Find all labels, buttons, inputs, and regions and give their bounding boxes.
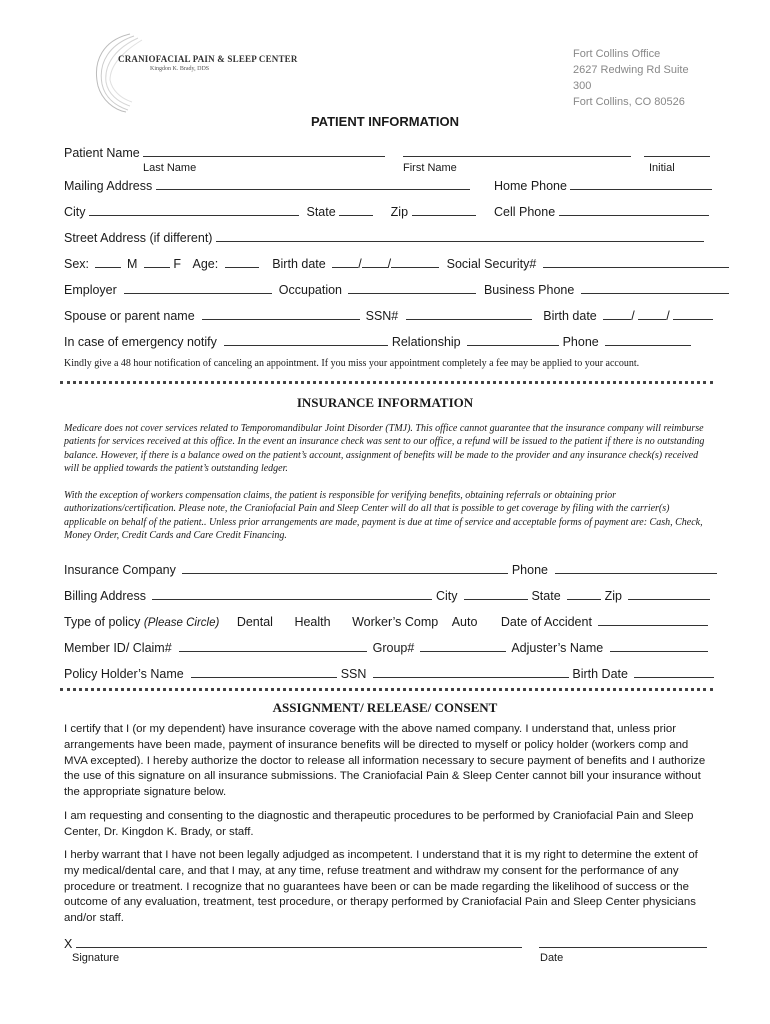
first-name-caption: First Name [403, 162, 457, 174]
emergency-row [64, 334, 691, 349]
home-phone-field[interactable] [570, 178, 712, 190]
emergency-field[interactable] [224, 334, 388, 346]
initial-field[interactable] [644, 145, 710, 157]
last-name-caption: Last Name [143, 162, 197, 174]
cell-phone-field[interactable] [559, 204, 709, 216]
city-field[interactable] [89, 204, 299, 216]
office-line: 2627 Redwing Rd Suite [573, 64, 689, 76]
patient-name-label: Patient Name [64, 146, 140, 160]
holder-ssn-field[interactable] [373, 666, 569, 678]
birth-day-field[interactable] [362, 256, 388, 268]
sex-m-field[interactable] [95, 256, 121, 268]
birth-year-field[interactable] [391, 256, 439, 268]
occupation-label: Occupation [278, 283, 342, 297]
cell-phone-label: Cell Phone [494, 205, 556, 219]
ins-company-label: Insurance Company [64, 563, 176, 577]
insurance-para-1: Medicare does not cover services related to Temporomandibular Joint Disorder (TMJ). This office cannot guarantee that the insurance company will reimburse patients for services received at this office. In the event an insurance check was sent to our office, a refund will be issued to the patient if there is no outstanding balance. However, if there is a balance owed on the patient’s account, assignment of benefits will be made to the provider and any insurance check(s) received will be applied towards the patient’s outstanding ledger. [64, 423, 705, 475]
spouse-birth-year-field[interactable] [673, 308, 713, 320]
ins-billing-label: Billing Address [64, 589, 146, 603]
last-name-field[interactable] [143, 145, 385, 157]
mailing-label: Mailing Address [64, 179, 153, 193]
office-line: 300 [573, 80, 592, 92]
logo-name: CRANIOFACIAL PAIN & SLEEP CENTER [118, 54, 298, 64]
consent-title: ASSIGNMENT/ RELEASE/ CONSENT [272, 700, 498, 715]
mailing-row [64, 178, 470, 193]
signature-row [64, 936, 522, 951]
ins-company-field[interactable] [182, 562, 508, 574]
adjuster-field[interactable] [610, 640, 708, 652]
business-phone-label: Business Phone [483, 283, 575, 297]
holder-row [64, 666, 714, 681]
ins-zip-field[interactable] [628, 588, 710, 600]
sex-f-label: F [173, 257, 182, 271]
signature-field[interactable] [76, 936, 522, 948]
cancel-notice: Kindly give a 48 hour notification of canceling an appointment. If you miss your appointment completely a fee may be applied to your account. [64, 358, 640, 369]
social-security-field[interactable] [543, 256, 729, 268]
insurance-info-title: INSURANCE INFORMATION [296, 395, 474, 410]
office-address [573, 46, 689, 110]
ins-state-label: State [531, 589, 561, 603]
signature-caption: Signature [72, 952, 120, 964]
first-name-field[interactable] [403, 145, 631, 157]
date-accident-field[interactable] [598, 614, 708, 626]
adjuster-label: Adjuster’s Name [511, 641, 604, 655]
emergency-phone-field[interactable] [605, 334, 691, 346]
spouse-ssn-label: SSN# [365, 309, 399, 323]
age-field[interactable] [225, 256, 259, 268]
mailing-field[interactable] [156, 178, 470, 190]
ins-company-row [64, 562, 717, 577]
sex-row: Sex: M F Age: Birth date / / Social Security# [64, 256, 729, 271]
logo [90, 30, 298, 114]
occupation-field[interactable] [348, 282, 476, 294]
relationship-label: Relationship [391, 335, 461, 349]
consent-para-1: I certify that I (or my dependent) have insurance coverage with the above named company. I understand that, unless prior arrangements have been made, payment of insurance benefits will be directed to myself or policy holder (workers comp and MVA excepted). I hereby authorize the doctor to release all information necessary to secure payment of benefits and I authorize the use of this signature on all insurance submissions. The Craniofacial Pain & Sleep Center cannot bill your insurance without the appropriate signature below. [64, 723, 706, 799]
member-row [64, 640, 708, 655]
ins-billing-row [64, 588, 710, 603]
spouse-birth-day-field[interactable] [638, 308, 666, 320]
spouse-field[interactable] [202, 308, 360, 320]
initial-caption: Initial [649, 162, 675, 174]
member-field[interactable] [179, 640, 367, 652]
insurance-para-2: With the exception of workers compensation claims, the patient is responsible for verifying benefits, obtaining referrals or obtaining prior authorizations/certification. Please note, the Craniofacial Pain and Sleep Center will do all that is possible to get coverage by filing with the carrier(s) applicable on behalf of the patient.. Unless prior arrangements are made, payment is due at time of service and acceptable forms of payment are: Cash, Check, Money Order, Credit Cards and Care Credit Financing. [64, 490, 703, 542]
zip-label: Zip [390, 205, 409, 219]
section-divider [60, 381, 713, 384]
sex-m-label: M [126, 257, 138, 271]
age-label: Age: [192, 257, 219, 271]
employer-row [64, 282, 729, 297]
patient-info-title: PATIENT INFORMATION [310, 114, 460, 129]
relationship-field[interactable] [467, 334, 559, 346]
logo-doctor: Kingdon K. Brady, DDS [150, 66, 210, 72]
group-field[interactable] [420, 640, 506, 652]
office-line: Fort Collins Office [573, 48, 661, 60]
spouse-label: Spouse or parent name [64, 309, 195, 323]
holder-birth-label: Birth Date [572, 667, 628, 681]
policy-health-option[interactable]: Health [294, 615, 331, 629]
employer-field[interactable] [124, 282, 272, 294]
holder-ssn-label: SSN [340, 667, 367, 681]
ins-phone-label: Phone [511, 563, 548, 577]
cell-phone-row [494, 204, 709, 219]
home-phone-label: Home Phone [494, 179, 567, 193]
holder-field[interactable] [191, 666, 337, 678]
ins-zip-label: Zip [604, 589, 622, 603]
holder-label: Policy Holder’s Name [64, 667, 184, 681]
street-field[interactable] [216, 230, 704, 242]
please-circle-note: (Please Circle) [143, 617, 220, 629]
state-field[interactable] [339, 204, 373, 216]
ins-state-field[interactable] [567, 588, 601, 600]
birth-month-field[interactable] [332, 256, 358, 268]
street-label: Street Address (if different) [64, 231, 213, 245]
office-line: Fort Collins, CO 80526 [573, 96, 685, 108]
date-field[interactable] [539, 936, 707, 948]
street-row [64, 230, 704, 245]
spouse-birth-month-field[interactable] [603, 308, 631, 320]
spouse-birth-label: Birth date [543, 309, 597, 323]
ins-city-label: City [435, 589, 458, 603]
policy-type-row [64, 614, 708, 629]
policy-workers-option[interactable]: Worker’s Comp [352, 615, 439, 629]
consent-para-3: I herby warrant that I have not been legally adjudged as incompetent. I understand that it is my right to determine the extent of my medical/dental care, and that I may, at any time, refuse treatment and withdraw my consent for the performance of any procedure or treatment. I recognize that no guarantees have been or can be made regarding the likelihood of success or the outcome of any evaluation, treatment, test procedure, or therapy performed by Craniofacial Pain and Sleep Center physicians and/or staff. [64, 849, 698, 925]
date-caption: Date [540, 952, 564, 964]
home-phone-row [494, 178, 712, 193]
logo-swoosh-icon [90, 30, 150, 114]
emergency-phone-label: Phone [562, 335, 599, 349]
policy-dental-option[interactable]: Dental [236, 615, 273, 629]
policy-auto-option[interactable]: Auto [451, 615, 478, 629]
ins-phone-field[interactable] [555, 562, 717, 574]
date-accident-label: Date of Accident [500, 615, 592, 629]
social-security-label: Social Security# [446, 257, 537, 271]
business-phone-field[interactable] [581, 282, 729, 294]
signature-x: X [64, 937, 73, 951]
patient-name-row [64, 145, 710, 160]
zip-field[interactable] [412, 204, 476, 216]
policy-type-label: Type of policy [64, 615, 141, 629]
ins-billing-field[interactable] [152, 588, 432, 600]
ins-city-field[interactable] [464, 588, 528, 600]
member-label: Member ID/ Claim# [64, 641, 172, 655]
holder-birth-field[interactable] [634, 666, 714, 678]
city-label: City [64, 205, 86, 219]
birth-date-label: Birth date [272, 257, 326, 271]
consent-para-2: I am requesting and consenting to the diagnostic and therapeutic procedures to be performed by Craniofacial Pain and Sleep Center, Dr. Kingdon K. Brady, or staff. [64, 810, 694, 838]
section-divider [60, 688, 713, 691]
employer-label: Employer [64, 283, 117, 297]
emergency-label: In case of emergency notify [64, 335, 217, 349]
group-label: Group# [372, 641, 415, 655]
state-label: State [306, 205, 336, 219]
spouse-row: Spouse or parent name SSN# Birth date / / [64, 308, 713, 323]
city-row [64, 204, 476, 219]
sex-label: Sex: [64, 257, 90, 271]
sex-f-field[interactable] [144, 256, 170, 268]
spouse-ssn-field[interactable] [406, 308, 532, 320]
